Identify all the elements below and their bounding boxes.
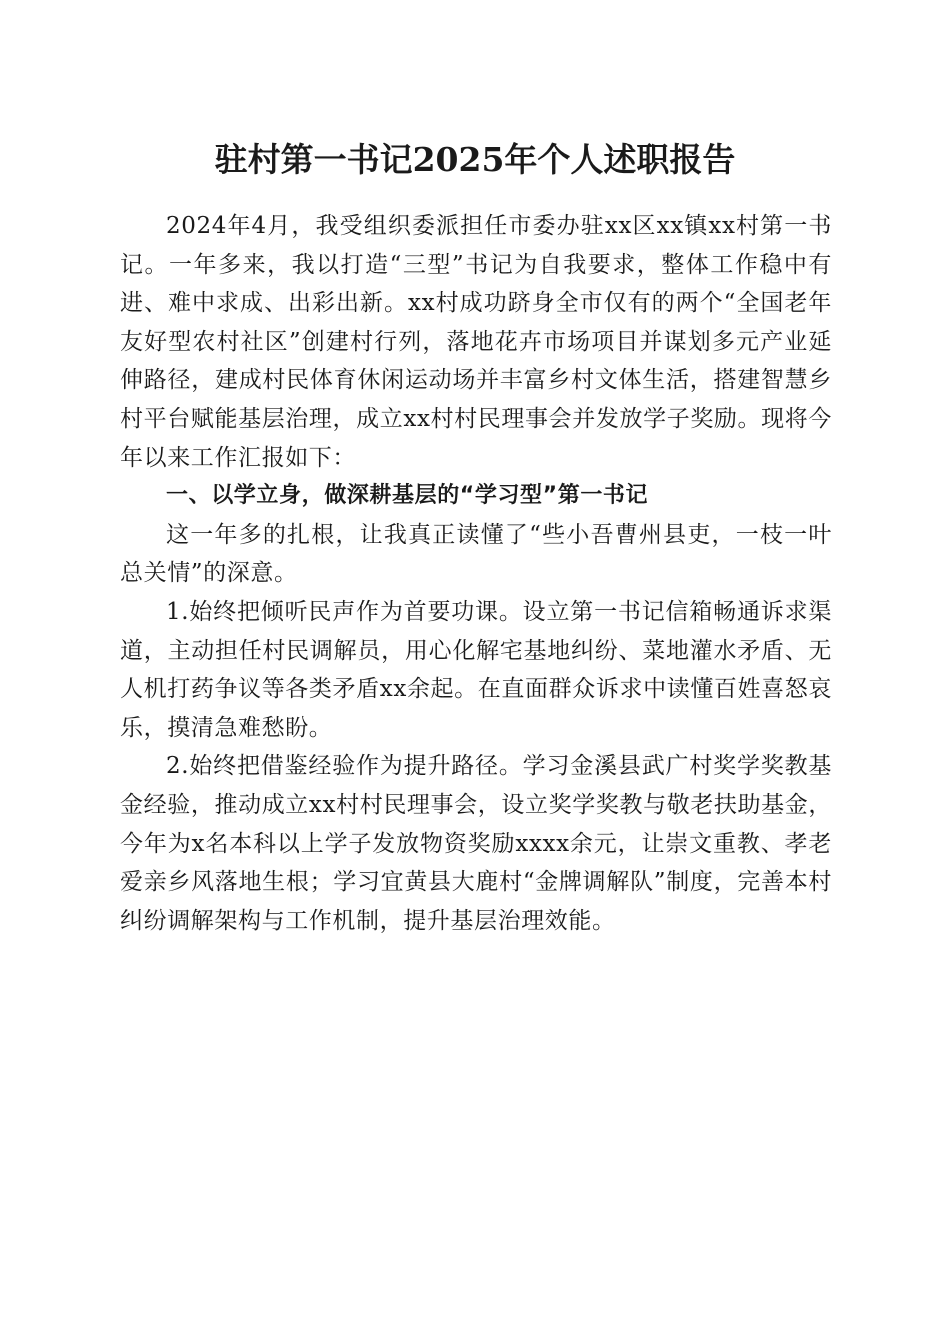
section-heading: 一、以学立身，做深耕基层的“学习型”第一书记 xyxy=(166,483,649,509)
document-title: 驻村第一书记2025年个人述职报告 xyxy=(214,140,736,179)
intro-paragraph: 2024年4月，我受组织委派担任市委办驻xx区xx镇xx村第一书记。一年多来，我以打造“三型”书记为自我要求，整体工作稳中有进、难中求成、出彩出新。xx村成功跻身全市仅有的两个“全国老年友好型农村社区”创建村行列，落地花卉市场项目并谋划多元产业延伸路径，建成村民体育休闲运动场并丰富乡村文体生活，搭建智慧乡村平台赋能基层治理，成立xx村村民理事会并发放学子奖励。现将今年以来工作汇报如下： xyxy=(120,213,832,471)
section-paragraph-intro: 这一年多的扎根，让我真正读懂了“些小吾曹州县吏，一枝一叶总关情”的深意。 xyxy=(120,521,832,587)
section-paragraph-item-2: 2.始终把借鉴经验作为提升路径。学习金溪县武广村奖学奖教基金经验，推动成立xx村村民理事会，设立奖学奖教与敬老扶助基金，今年为x名本科以上学子发放物资奖励xxxx余元，让崇文重教、孝老爱亲乡风落地生根；学习宜黄县大鹿村“金牌调解队”制度，完善本村纠纷调解架构与工作机制，提升基层治理效能。 xyxy=(120,753,832,934)
section-paragraph-item-1: 1.始终把倾听民声作为首要功课。设立第一书记信箱畅通诉求渠道，主动担任村民调解员，用心化解宅基地纠纷、菜地灌水矛盾、无人机打药争议等各类矛盾xx余起。在直面群众诉求中读懂百姓喜怒哀乐，摸清急难愁盼。 xyxy=(120,598,832,741)
document-body xyxy=(120,207,832,940)
